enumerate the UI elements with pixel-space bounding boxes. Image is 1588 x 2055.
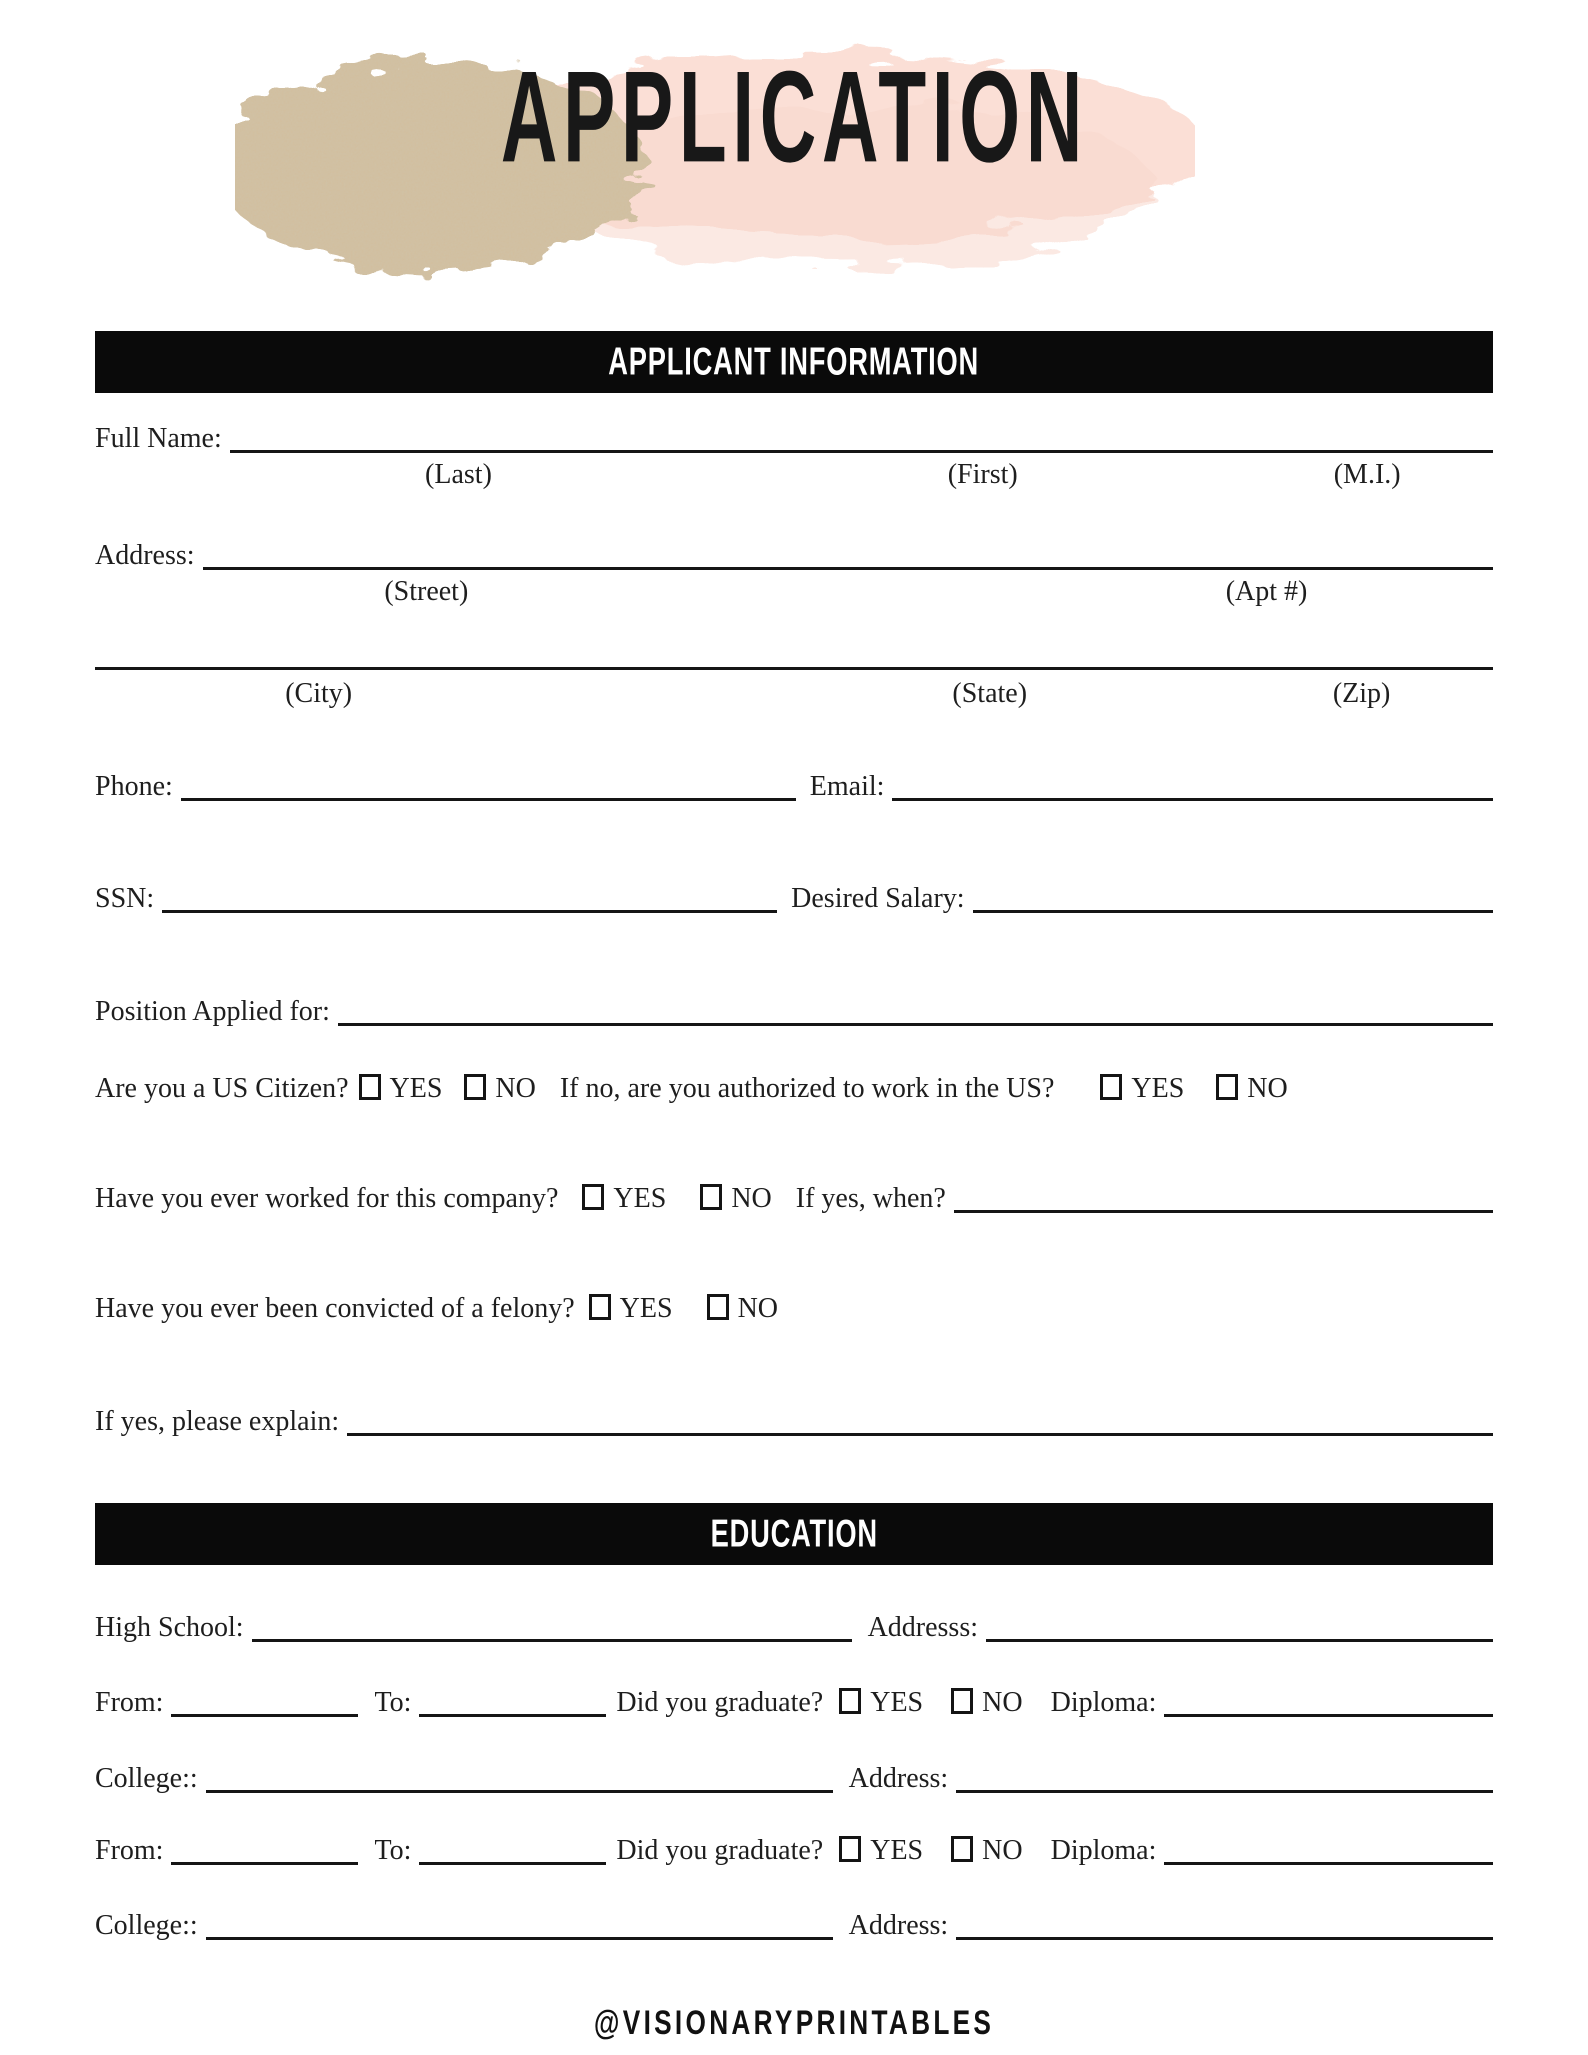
felony-no-label: NO — [737, 1292, 779, 1324]
hs-to-line[interactable] — [419, 1702, 606, 1717]
college-row-1 — [95, 1755, 1493, 1793]
hs-graduate-yes-checkbox[interactable] — [839, 1688, 861, 1714]
hs-from-label: From: — [95, 1686, 164, 1718]
college-from-line[interactable] — [171, 1850, 358, 1865]
felony-row — [95, 1285, 1493, 1323]
high-school-address-line[interactable] — [986, 1627, 1493, 1642]
education-heading: EDUCATION — [710, 1511, 878, 1556]
citizen-question: Are you a US Citizen? — [95, 1072, 349, 1104]
citizen-no-label: NO — [495, 1072, 536, 1104]
college-graduate-yes-label: YES — [870, 1834, 924, 1866]
college-label-2: College:: — [95, 1909, 198, 1941]
authorized-yes-label: YES — [1131, 1072, 1185, 1104]
footer — [95, 2004, 1493, 2041]
address-street-line[interactable] — [203, 555, 1493, 570]
college-diploma-line[interactable] — [1164, 1850, 1493, 1865]
college-address-line-1[interactable] — [956, 1778, 1493, 1793]
worked-question: Have you ever worked for this company? — [95, 1182, 559, 1214]
city-hint: (City) — [285, 678, 353, 709]
credit-text: @VISIONARYPRINTABLES — [593, 2002, 995, 2042]
hs-graduate-no-label: NO — [982, 1686, 1023, 1718]
position-row — [95, 988, 1493, 1026]
felony-yes-checkbox[interactable] — [589, 1294, 611, 1320]
college-address-label-1: Address: — [848, 1762, 949, 1794]
phone-email-row — [95, 763, 1493, 801]
hs-diploma-label: Diploma: — [1050, 1686, 1157, 1718]
desired-salary-label: Desired Salary: — [791, 882, 965, 914]
state-hint: (State) — [952, 678, 1028, 709]
phone-line[interactable] — [181, 786, 796, 801]
high-school-dates-row — [95, 1679, 1493, 1717]
high-school-label: High School: — [95, 1611, 244, 1643]
worked-when-label: If yes, when? — [795, 1182, 946, 1214]
worked-when-line[interactable] — [954, 1198, 1493, 1213]
hs-graduate-yes-label: YES — [870, 1686, 924, 1718]
ssn-line[interactable] — [162, 898, 777, 913]
full-name-label: Full Name: — [95, 422, 222, 454]
hs-to-label: To: — [374, 1686, 412, 1718]
worked-no-checkbox[interactable] — [700, 1184, 722, 1210]
college-graduate-question: Did you graduate? — [616, 1834, 824, 1866]
email-line[interactable] — [892, 786, 1493, 801]
page-header — [0, 0, 1588, 331]
college-to-label: To: — [374, 1834, 412, 1866]
college-from-label: From: — [95, 1834, 164, 1866]
full-name-row — [95, 415, 1493, 453]
address-row — [95, 532, 1493, 570]
zip-hint: (Zip) — [1332, 678, 1391, 709]
worked-no-label: NO — [731, 1182, 772, 1214]
college-graduate-no-checkbox[interactable] — [951, 1836, 973, 1862]
felony-no-checkbox[interactable] — [707, 1294, 729, 1320]
explain-label: If yes, please explain: — [95, 1405, 340, 1437]
citizen-row — [95, 1065, 1493, 1103]
address-label: Address: — [95, 539, 195, 571]
phone-label: Phone: — [95, 770, 173, 802]
applicant-information-heading: APPLICANT INFORMATION — [608, 339, 980, 384]
authorized-question: If no, are you authorized to work in the US? — [559, 1072, 1055, 1104]
desired-salary-line[interactable] — [973, 898, 1493, 913]
college-to-line[interactable] — [419, 1850, 606, 1865]
street-hint: (Street) — [384, 576, 469, 607]
college-line-1[interactable] — [206, 1778, 833, 1793]
college-graduate-yes-checkbox[interactable] — [839, 1836, 861, 1862]
position-label: Position Applied for: — [95, 995, 330, 1027]
high-school-row — [95, 1604, 1493, 1642]
apt-hint: (Apt #) — [1225, 576, 1308, 607]
worked-before-row — [95, 1175, 1493, 1213]
ssn-label: SSN: — [95, 882, 155, 914]
college-graduate-no-label: NO — [982, 1834, 1023, 1866]
applicant-information-section-bar — [95, 331, 1493, 393]
position-line[interactable] — [338, 1011, 1493, 1026]
citizen-yes-label: YES — [389, 1072, 443, 1104]
explain-line[interactable] — [347, 1421, 1493, 1436]
worked-yes-label: YES — [613, 1182, 667, 1214]
city-state-zip-row — [95, 648, 1493, 670]
college-address-line-2[interactable] — [956, 1925, 1493, 1940]
ssn-salary-row — [95, 875, 1493, 913]
college-label-1: College:: — [95, 1762, 198, 1794]
college-row-2 — [95, 1902, 1493, 1940]
high-school-line[interactable] — [252, 1627, 852, 1642]
authorized-no-checkbox[interactable] — [1216, 1074, 1238, 1100]
college-address-label-2: Address: — [848, 1909, 949, 1941]
college-line-2[interactable] — [206, 1925, 833, 1940]
college-diploma-label: Diploma: — [1050, 1834, 1157, 1866]
middle-initial-hint: (M.I.) — [1333, 459, 1401, 490]
education-section-bar — [95, 1503, 1493, 1565]
felony-yes-label: YES — [619, 1292, 673, 1324]
authorized-no-label: NO — [1247, 1072, 1288, 1104]
city-state-zip-line[interactable] — [95, 655, 1493, 670]
address-hints — [95, 572, 1493, 608]
hs-diploma-line[interactable] — [1164, 1702, 1493, 1717]
citizen-no-checkbox[interactable] — [464, 1074, 486, 1100]
worked-yes-checkbox[interactable] — [582, 1184, 604, 1210]
hs-from-line[interactable] — [171, 1702, 358, 1717]
last-name-hint: (Last) — [425, 459, 492, 490]
first-name-hint: (First) — [947, 459, 1018, 490]
felony-question: Have you ever been convicted of a felony? — [95, 1292, 575, 1324]
city-state-zip-hints — [95, 674, 1493, 710]
page-title: APPLICATION — [500, 44, 1088, 190]
college-dates-row — [95, 1827, 1493, 1865]
high-school-address-label: Addresss: — [867, 1611, 979, 1643]
explain-row — [95, 1398, 1493, 1436]
hs-graduate-question: Did you graduate? — [616, 1686, 824, 1718]
hs-graduate-no-checkbox[interactable] — [951, 1688, 973, 1714]
citizen-yes-checkbox[interactable] — [359, 1074, 381, 1100]
full-name-line[interactable] — [230, 438, 1493, 453]
full-name-hints — [95, 455, 1493, 491]
authorized-yes-checkbox[interactable] — [1100, 1074, 1122, 1100]
email-label: Email: — [809, 770, 885, 802]
